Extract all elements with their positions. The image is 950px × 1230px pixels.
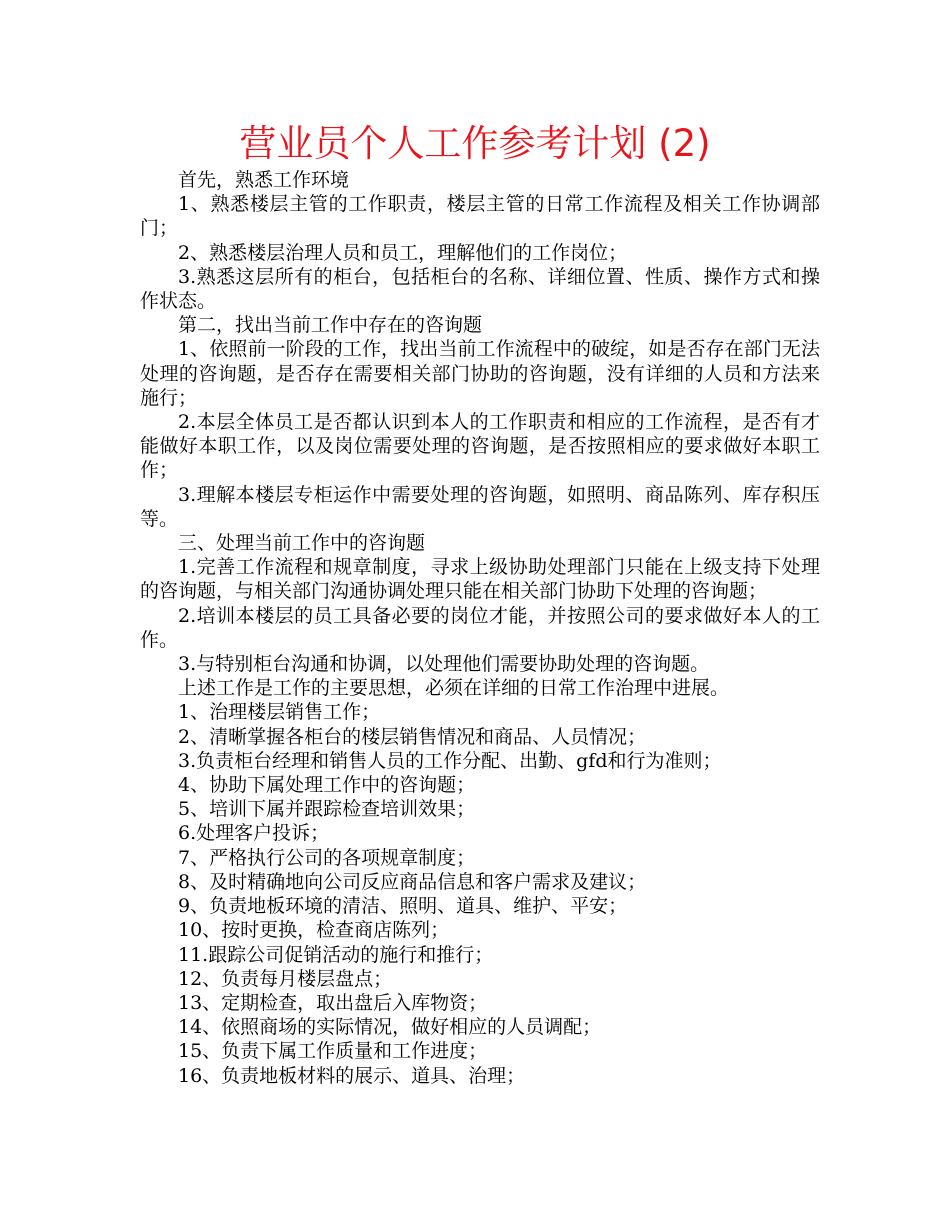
paragraph: 4、协助下属处理工作中的咨询题； [178,774,476,797]
document-title: 营业员个人工作参考计划 (2) [239,122,711,165]
paragraph: 6.处理客户投诉； [178,822,330,845]
paragraph: 14、依照商场的实际情况，做好相应的人员调配； [178,1016,602,1039]
paragraph: 2、熟悉楼层治理人员和员工，理解他们的工作岗位； [178,241,628,264]
paragraph: 第二，找出当前工作中存在的咨询题 [178,314,483,337]
paragraph: 3.熟悉这层所有的柜台，包括柜台的名称、详细位置、性质、操作方式和操作状态。 [140,265,820,313]
paragraph: 2.培训本楼层的员工具备必要的岗位才能，并按照公司的要求做好本人的工作。 [140,604,820,651]
paragraph: 上述工作是工作的主要思想，必须在详细的日常工作治理中进展。 [178,677,730,700]
document-body [140,168,820,1088]
paragraph: 5、培训下属并跟踪检查培训效果； [178,798,476,821]
paragraph: 1、治理楼层销售工作； [178,701,381,724]
paragraph: 2.本层全体员工是否都认识到本人的工作职责和相应的工作流程，是否有才能做好本职工作，以及岗位需要处理的咨询题，是否按照相应的要求做好本职工作； [140,411,820,482]
paragraph: 12、负责每月楼层盘点； [178,967,393,990]
paragraph: 7、严格执行公司的各项规章制度； [178,846,476,869]
paragraph: 三、处理当前工作中的咨询题 [178,532,426,555]
paragraph: 11.跟踪公司促销活动的施行和推行； [178,943,494,966]
paragraph: 1.完善工作流程和规章制度，寻求上级协助处理部门只能在上级支持下处理的咨询题，与相关部门沟通协调处理只能在相关部门协助下处理的咨询题； [140,556,820,603]
paragraph: 1、熟悉楼层主管的工作职责，楼层主管的日常工作流程及相关工作协调部门； [140,193,820,240]
paragraph: 8、及时精确地向公司反应商品信息和客户需求及建议； [178,870,647,893]
paragraph: 15、负责下属工作质量和工作进度； [178,1040,488,1063]
paragraph: 9、负责地板环境的清洁、照明、道具、维护、平安； [178,895,628,918]
paragraph: 2、清晰掌握各柜台的楼层销售情况和商品、人员情况； [178,725,647,748]
paragraph: 3.负责柜台经理和销售人员的工作分配、出勤、gfd和行为准则； [178,749,722,772]
paragraph: 3.理解本楼层专柜运作中需要处理的咨询题，如照明、商品陈列、库存积压等。 [140,483,820,530]
paragraph: 首先，熟悉工作环境 [178,169,350,191]
paragraph: 13、定期检查，取出盘后入库物资； [178,991,488,1014]
paragraph: 3.与特别柜台沟通和协调，以处理他们需要协助处理的咨询题。 [178,653,710,676]
paragraph: 1、依照前一阶段的工作，找出当前工作流程中的破绽，如是否存在部门无法处理的咨询题，是否存在需要相关部门协助的咨询题，没有详细的人员和方法来施行； [140,338,820,409]
paragraph: 16、负责地板材料的展示、道具、治理； [178,1064,526,1087]
paragraph: 10、按时更换，检查商店陈列； [178,919,450,942]
